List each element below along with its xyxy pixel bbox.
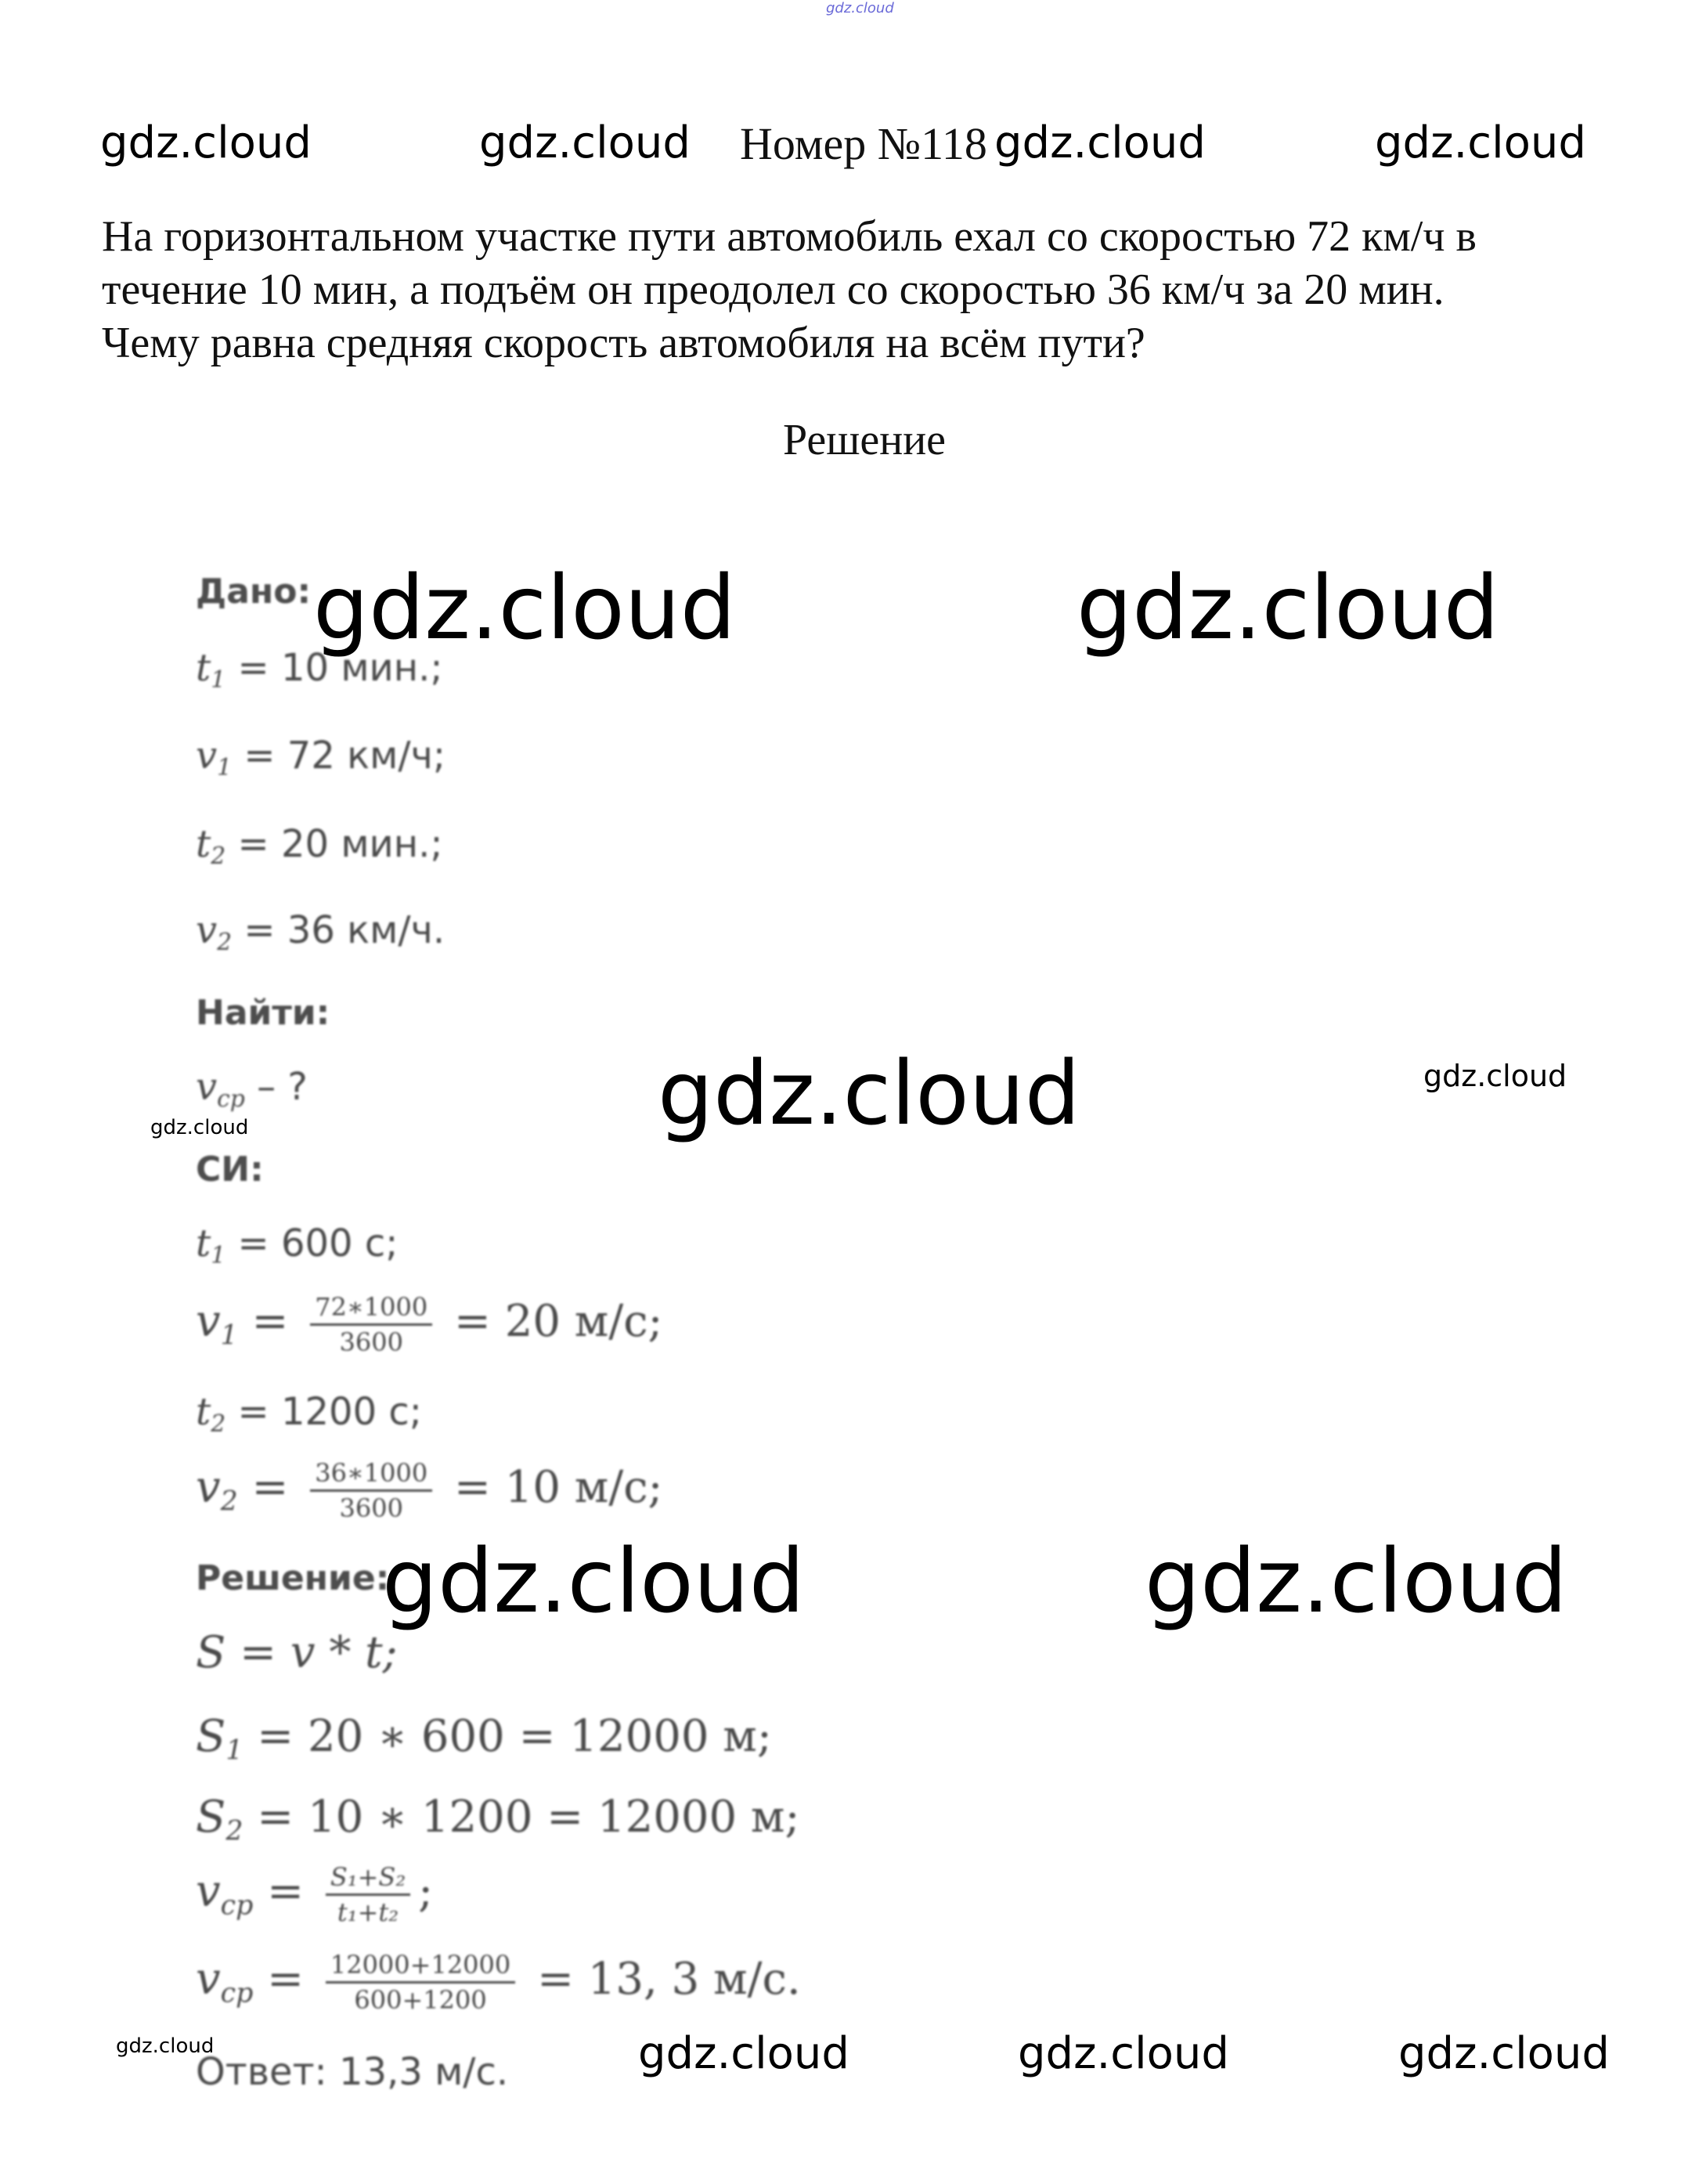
fraction-denominator: t₁+t₂ — [337, 1897, 399, 1927]
problem-line: Чему равна средняя скорость автомобиля на всём пути? — [102, 319, 1145, 367]
fraction — [326, 1862, 410, 1927]
watermark: gdz.cloud — [313, 558, 736, 659]
given-t2: $t_2 = 20$ мин.; — [196, 822, 443, 870]
given-v2: $v_2 = 36$ км/ч. — [196, 908, 445, 956]
watermark: gdz.cloud — [1077, 558, 1499, 659]
given-t1: $t_1 = 10$ мин.; — [196, 646, 443, 694]
si-v1: $v_1$ = $\frac{72∗1000}{3600}$ = 20 м/с; — [196, 1292, 663, 1357]
formula-vavg: $v_{ср}$ = $\frac{\text{S₁+S₂}}{\text{t₁+t₂}}$ ; — [196, 1862, 434, 1927]
fraction-numerator: 12000+12000 — [326, 1950, 515, 1984]
find-tail: – ? — [257, 1065, 308, 1109]
given-t1-value: = 10 мин.; — [237, 646, 443, 690]
given-t2-value: = 20 мин.; — [237, 822, 443, 866]
si-v2-result: = 10 м/с; — [453, 1462, 663, 1513]
fraction-numerator: 72∗1000 — [310, 1292, 432, 1326]
si-t1: $t_1 = 600$ с; — [196, 1222, 399, 1269]
answer: Ответ: 13,3 м/с. — [196, 2050, 509, 2094]
watermark: gdz.cloud — [150, 1116, 249, 1139]
given-v1: $v_1 = 72$ км/ч; — [196, 734, 446, 782]
si-t1-value: = 600 с; — [237, 1222, 399, 1265]
formula-s2-expr: = 10 ∗ 1200 = 12000 м; — [257, 1792, 800, 1843]
watermark: gdz.cloud — [100, 117, 312, 168]
si-t2-value: = 1200 с; — [237, 1390, 422, 1434]
watermark: gdz.cloud — [1018, 2028, 1229, 2079]
given-v2-value: = 36 км/ч. — [243, 908, 445, 952]
fraction-denominator: 600+1200 — [354, 1985, 487, 2015]
fraction-denominator: 3600 — [339, 1327, 403, 1357]
watermark: gdz.cloud — [479, 117, 691, 168]
fraction — [310, 1292, 432, 1357]
given-label: Дано: — [196, 572, 312, 612]
vavg-result-value: = 13, 3 м/с. — [537, 1954, 801, 2005]
fraction-numerator: S₁+S₂ — [326, 1862, 410, 1896]
si-label: СИ: — [196, 1150, 264, 1189]
solution-label: Решение: — [196, 1558, 390, 1598]
problem-line: течение 10 мин, а подъём он преодолел со скоростью 36 км/ч за 20 мин. — [102, 265, 1445, 314]
watermark: gdz.cloud — [1423, 1059, 1567, 1093]
watermark: gdz.cloud — [638, 2028, 849, 2079]
si-t2: $t_2 = 1200$ с; — [196, 1390, 422, 1438]
watermark: gdz.cloud — [1375, 117, 1586, 168]
formula-vavg-tail: ; — [418, 1866, 434, 1917]
formula-s2: $S_2 = 10$ ∗ 1200 = 12000 м; — [196, 1792, 800, 1847]
watermark: gdz.cloud — [1398, 2028, 1610, 2079]
formula-s1-expr: = 20 ∗ 600 = 12000 м; — [257, 1711, 772, 1762]
formula-s1: $S_1 = 20$ ∗ 600 = 12000 м; — [196, 1711, 772, 1767]
watermark: gdz.cloud — [116, 2034, 215, 2058]
si-v1-result: = 20 м/с; — [453, 1296, 663, 1347]
given-v1-value: = 72 км/ч; — [243, 734, 446, 778]
si-v2: $v_2$ = $\frac{36∗1000}{3600}$ = 10 м/с; — [196, 1458, 663, 1523]
problem-line: На горизонтальном участке пути автомобиль ехал со скоростью 72 км/ч в — [102, 212, 1477, 261]
problem-text — [102, 210, 1636, 370]
watermark: gdz.cloud — [994, 117, 1206, 168]
fraction-numerator: 36∗1000 — [310, 1458, 432, 1492]
fraction — [326, 1950, 515, 2015]
page-title: Номер №118 — [740, 118, 987, 169]
watermark: gdz.cloud — [658, 1043, 1080, 1145]
watermark: gdz.cloud — [382, 1531, 805, 1633]
fraction — [310, 1458, 432, 1523]
formula-s: S = v * t; — [196, 1627, 398, 1678]
fraction-denominator: 3600 — [339, 1493, 403, 1523]
find-label: Найти: — [196, 993, 330, 1033]
find-vavg: $v_{ср}$ – ? — [196, 1065, 308, 1113]
solution-heading: Решение — [783, 416, 947, 464]
watermark: gdz.cloud — [1145, 1531, 1567, 1633]
watermark-top: gdz.cloud — [826, 0, 894, 16]
formula-vavg-result: $v_{ср}$ = $\frac{12000+12000}{600+1200}$ = 13, 3 м/с. — [196, 1950, 801, 2015]
